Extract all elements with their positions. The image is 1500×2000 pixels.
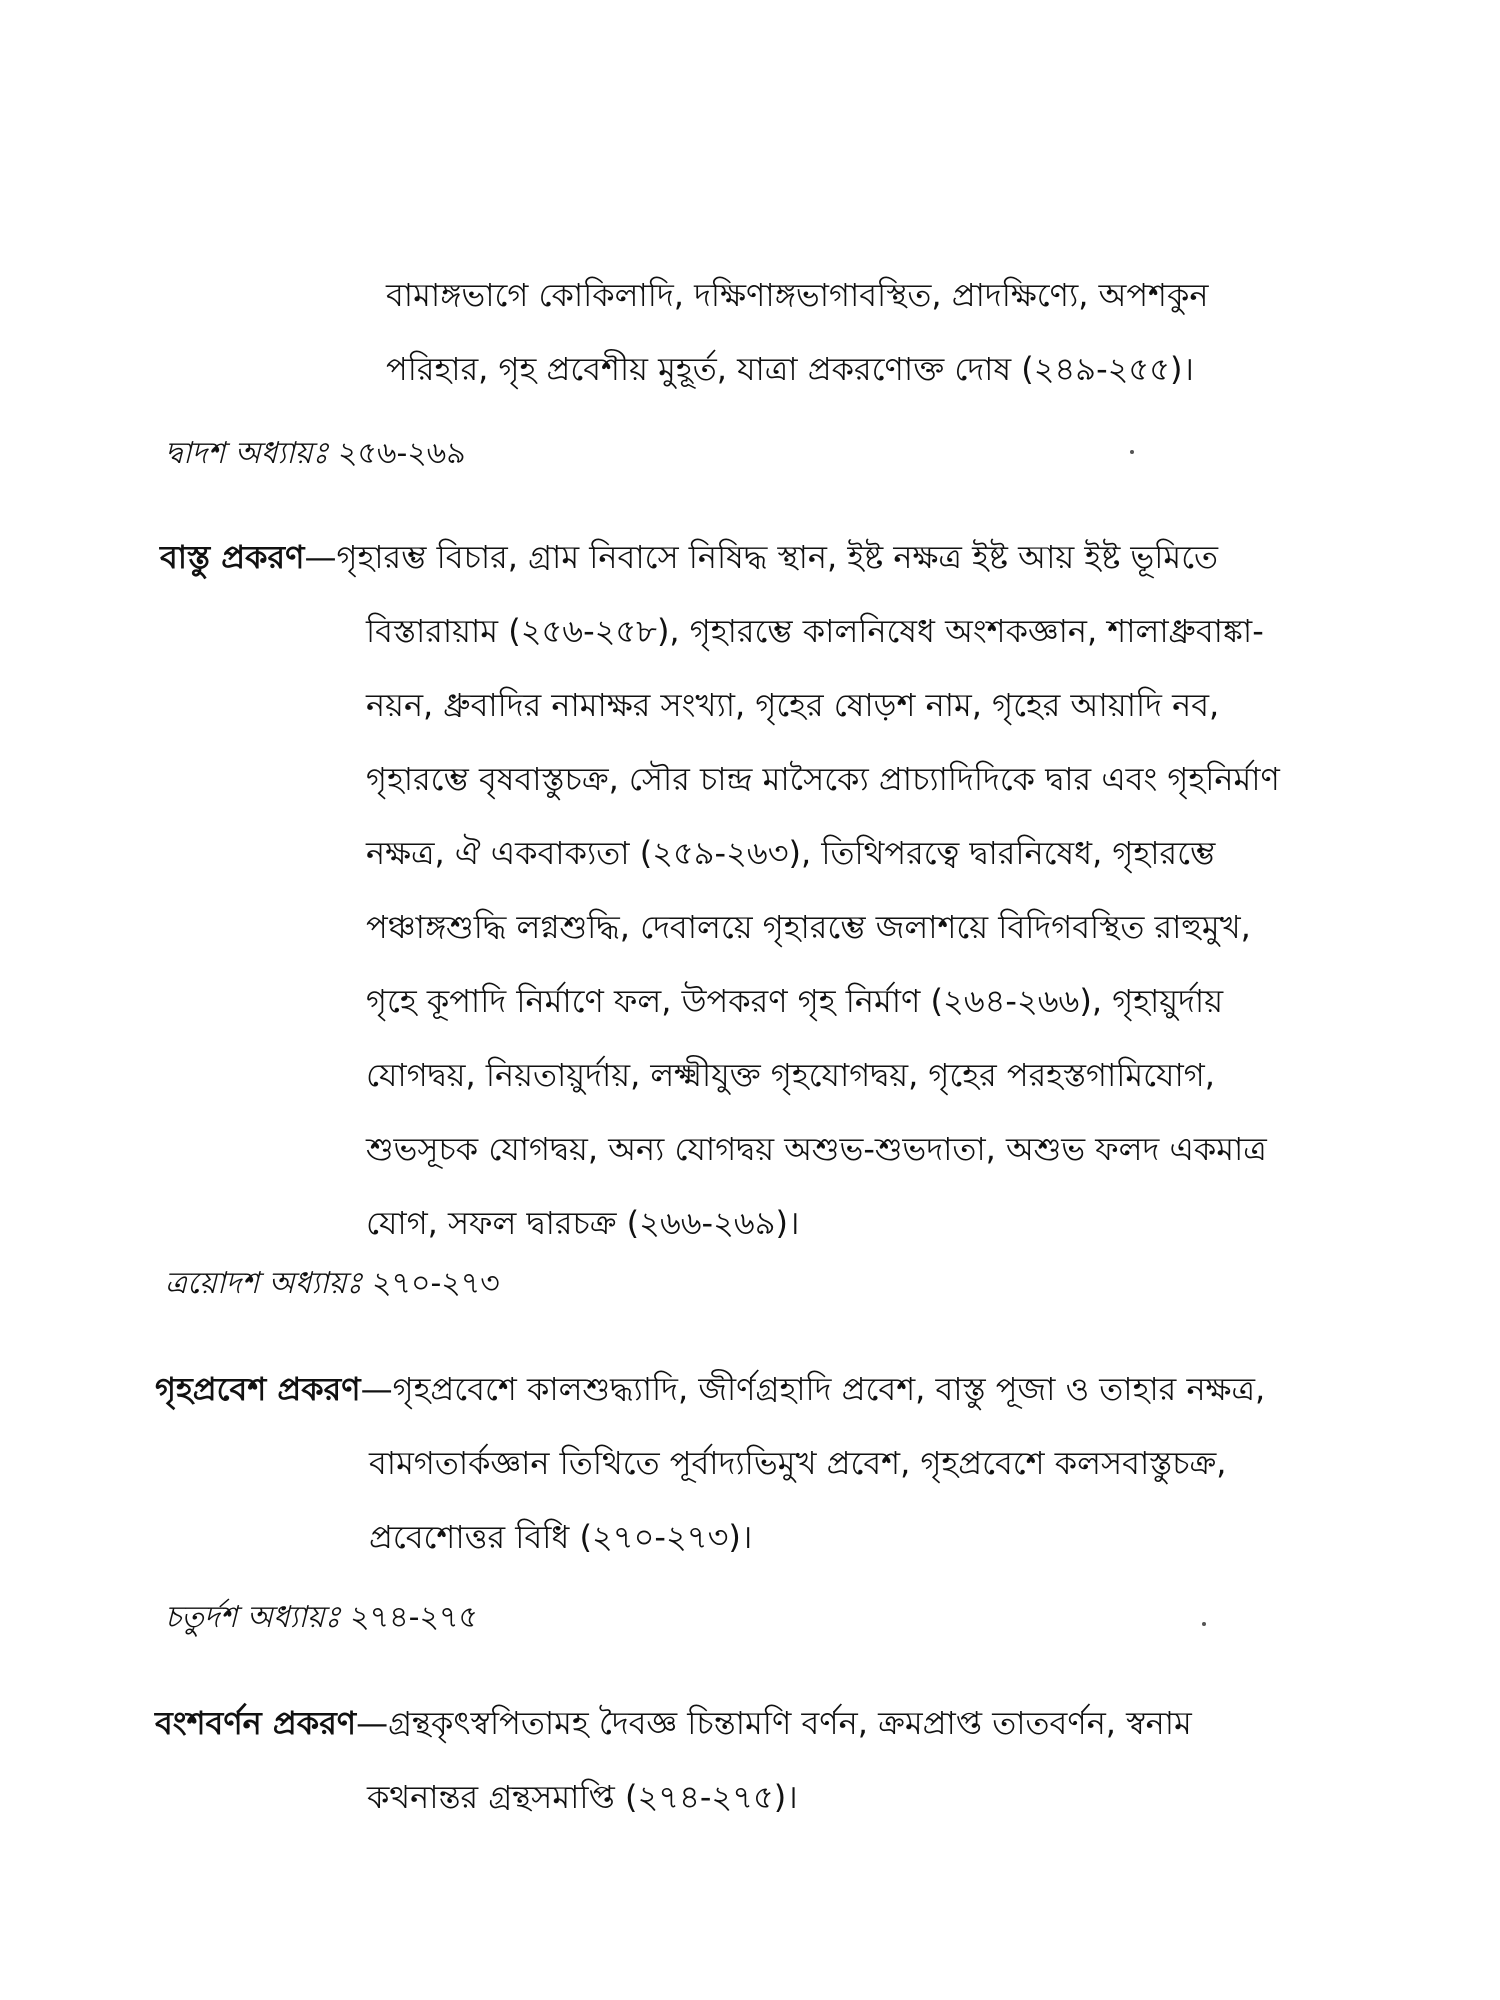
chapter-heading-12 bbox=[165, 434, 466, 474]
chapter-heading-14 bbox=[165, 1598, 478, 1638]
text-line: গৃহে কূপাদি নির্মাণে ফল, উপকরণ গৃহ নির্মাণ (২৬৪-২৬৬), গৃহায়ুর্দায় bbox=[366, 982, 1224, 1020]
section-grihapravesh bbox=[155, 1352, 1375, 1574]
section-title: গৃহপ্রবেশ প্রকরণ bbox=[155, 1370, 361, 1408]
section-first-text: —গ্রন্থকৃৎস্বপিতামহ দৈবজ্ঞ চিন্তামণি বর্ণন, ক্রমপ্রাপ্ত তাতবর্ণন, স্বনাম bbox=[356, 1704, 1192, 1742]
section-title: বংশবর্ণন প্রকরণ bbox=[155, 1704, 357, 1742]
section-first-text: —গৃহারম্ভ বিচার, গ্রাম নিবাসে নিষিদ্ধ স্থান, ইষ্ট নক্ষত্র ইষ্ট আয় ইষ্ট ভূমিতে bbox=[304, 538, 1219, 576]
scan-speck bbox=[1202, 1622, 1206, 1626]
section-vanshavarnan bbox=[155, 1686, 1375, 1834]
section-vastu bbox=[160, 520, 1380, 1260]
text-line: প্রবেশোত্তর বিধি (২৭০-২৭৩)। bbox=[369, 1518, 753, 1556]
text-line: বিস্তারায়াম (২৫৬-২৫৮), গৃহারম্ভে কালনিষেধ অংশকজ্ঞান, শালাধ্রুবাঙ্কা- bbox=[366, 612, 1264, 650]
chapter-name: ত্রয়োদশ অধ্যায়ঃ bbox=[165, 1266, 363, 1301]
section-first-text: —গৃহপ্রবেশে কালশুদ্ধ্যাদি, জীর্ণগ্রহাদি প্রবেশ, বাস্তু পূজা ও তাহার নক্ষত্র, bbox=[360, 1370, 1266, 1408]
text-line: যোগদ্বয়, নিয়তায়ুর্দায়, লক্ষ্মীযুক্ত গৃহযোগদ্বয়, গৃহের পরহস্তগামিযোগ, bbox=[366, 1056, 1215, 1094]
text-line: পরিহার, গৃহ প্রবেশীয় মুহূর্ত, যাত্রা প্রকরণোক্ত দোষ (২৪৯-২৫৫)। bbox=[386, 350, 1194, 388]
text-line: বামগতার্কজ্ঞান তিথিতে পূর্বাদ্যভিমুখ প্রবেশ, গৃহপ্রবেশে কলসবাস্তুচক্র, bbox=[369, 1444, 1227, 1482]
text-line: বামাঙ্গভাগে কোকিলাদি, দক্ষিণাঙ্গভাগাবস্থিত, প্রাদক্ষিণ্যে, অপশকুন bbox=[386, 276, 1209, 314]
section-first-line bbox=[155, 1352, 1375, 1426]
chapter-range: ২৫৬-২৬৯ bbox=[337, 436, 466, 471]
section-first-line bbox=[160, 520, 1380, 594]
scan-speck bbox=[1130, 450, 1134, 454]
text-line: নয়ন, ধ্রুবাদির নামাক্ষর সংখ্যা, গৃহের ষোড়শ নাম, গৃহের আয়াদি নব, bbox=[366, 686, 1220, 724]
section-first-line bbox=[155, 1686, 1375, 1760]
text-line: কথনান্তর গ্রন্থসমাপ্তি (২৭৪-২৭৫)। bbox=[367, 1778, 798, 1816]
text-line: শুভসূচক যোগদ্বয়, অন্য যোগদ্বয় অশুভ-শুভদাতা, অশুভ ফলদ একমাত্র bbox=[366, 1130, 1267, 1168]
chapter-range: ২৭৪-২৭৫ bbox=[350, 1600, 478, 1635]
continuation-block bbox=[386, 258, 1386, 406]
section-title: বাস্তু প্রকরণ bbox=[160, 538, 305, 576]
chapter-heading-13 bbox=[165, 1264, 500, 1304]
chapter-name: চতুর্দশ অধ্যায়ঃ bbox=[165, 1600, 341, 1635]
chapter-name: দ্বাদশ অধ্যায়ঃ bbox=[165, 436, 329, 471]
text-line: নক্ষত্র, ঐ একবাক্যতা (২৫৯-২৬৩), তিথিপরত্বে দ্বারনিষেধ, গৃহারম্ভে bbox=[366, 834, 1216, 872]
text-line: যোগ, সফল দ্বারচক্র (২৬৬-২৬৯)। bbox=[366, 1204, 800, 1242]
text-line: পঞ্চাঙ্গশুদ্ধি লগ্নশুদ্ধি, দেবালয়ে গৃহারম্ভে জলাশয়ে বিদিগবস্থিত রাহুমুখ, bbox=[366, 908, 1251, 946]
chapter-range: ২৭০-২৭৩ bbox=[371, 1266, 500, 1301]
text-line: গৃহারম্ভে বৃষবাস্তুচক্র, সৌর চান্দ্র মাসৈক্যে প্রাচ্যাদিদিকে দ্বার এবং গৃহনির্মাণ bbox=[366, 760, 1280, 798]
